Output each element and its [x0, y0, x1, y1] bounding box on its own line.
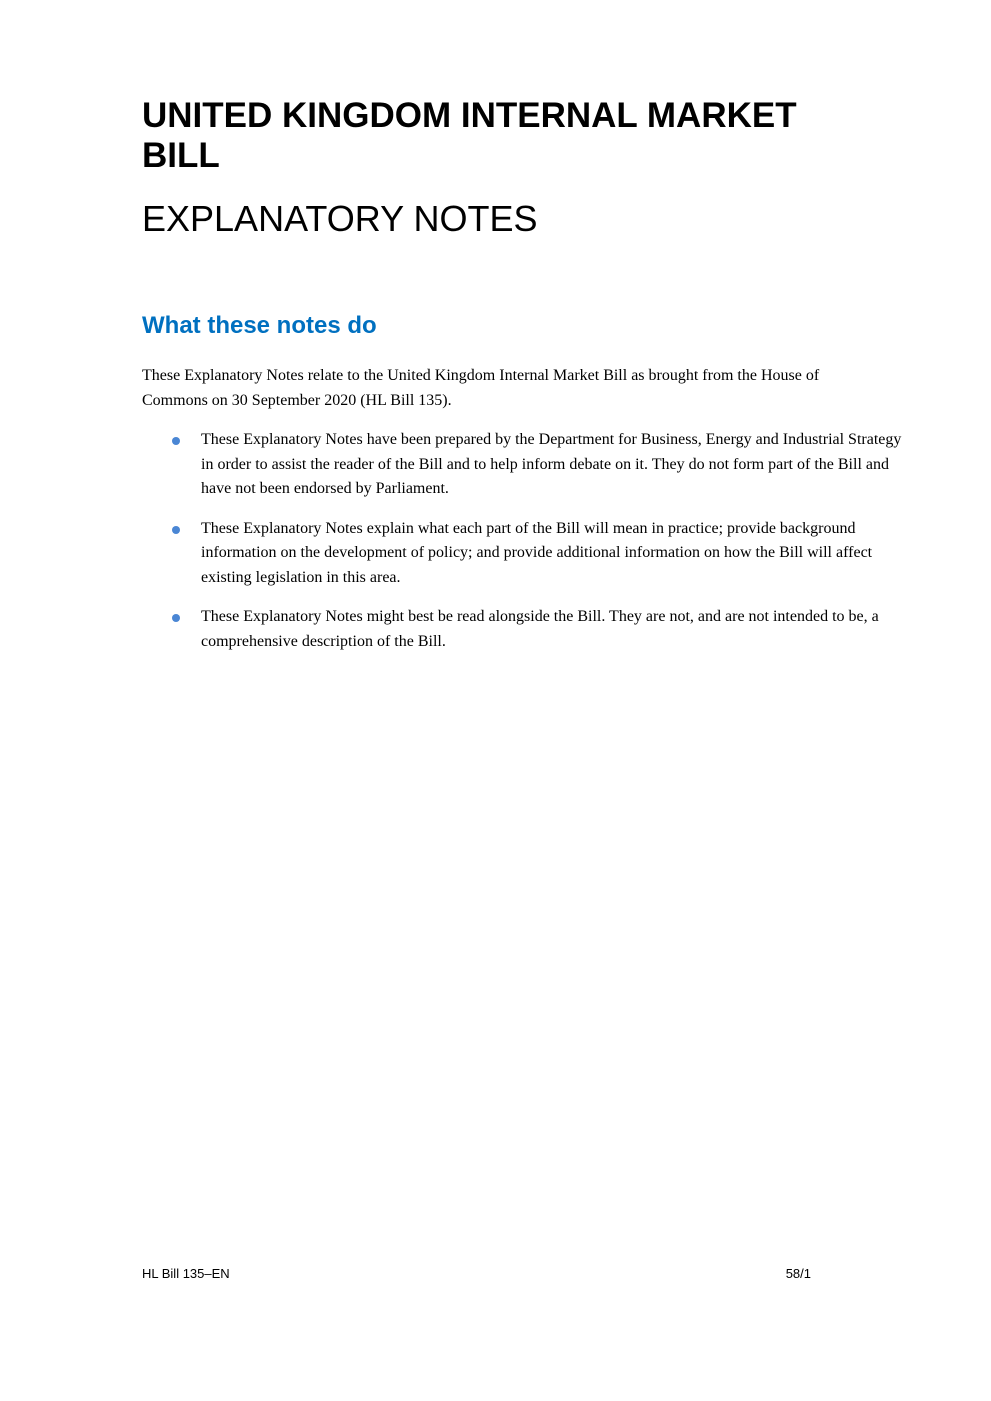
bullet-dot-icon	[172, 526, 180, 534]
section-heading: What these notes do	[142, 312, 377, 339]
footer-page-code: 58/1	[785, 1266, 811, 1281]
bullet-dot-icon	[172, 614, 180, 622]
bullet-text: These Explanatory Notes might best be read alongside the Bill. They are not, and are not intended to be, a comprehensive description of the Bill.	[201, 608, 879, 650]
bullet-text: These Explanatory Notes explain what each part of the Bill will mean in practice; provide background information on the development of policy; and provide additional information on how the Bill will affect existing legislation in this area.	[201, 519, 873, 586]
bullet-item	[142, 517, 902, 591]
bullet-item	[142, 428, 902, 502]
bullet-dot-icon	[172, 437, 180, 445]
document-subtitle: EXPLANATORY NOTES	[142, 198, 538, 239]
intro-paragraph: These Explanatory Notes relate to the United Kingdom Internal Market Bill as brought from the House of Commons on 30 September 2020 (HL Bill 135).	[142, 367, 820, 409]
document-title: UNITED KINGDOM INTERNAL MARKET BILL	[142, 96, 797, 175]
bullet-text: These Explanatory Notes have been prepared by the Department for Business, Energy and Industrial Strategy in order to assist the reader of the Bill and to help inform debate on it. They do not form part of the Bill and have not been endorsed by Parliament.	[201, 431, 902, 497]
bullet-list	[142, 428, 902, 669]
footer-bill-reference: HL Bill 135–EN	[142, 1266, 230, 1281]
bullet-item	[142, 605, 902, 654]
